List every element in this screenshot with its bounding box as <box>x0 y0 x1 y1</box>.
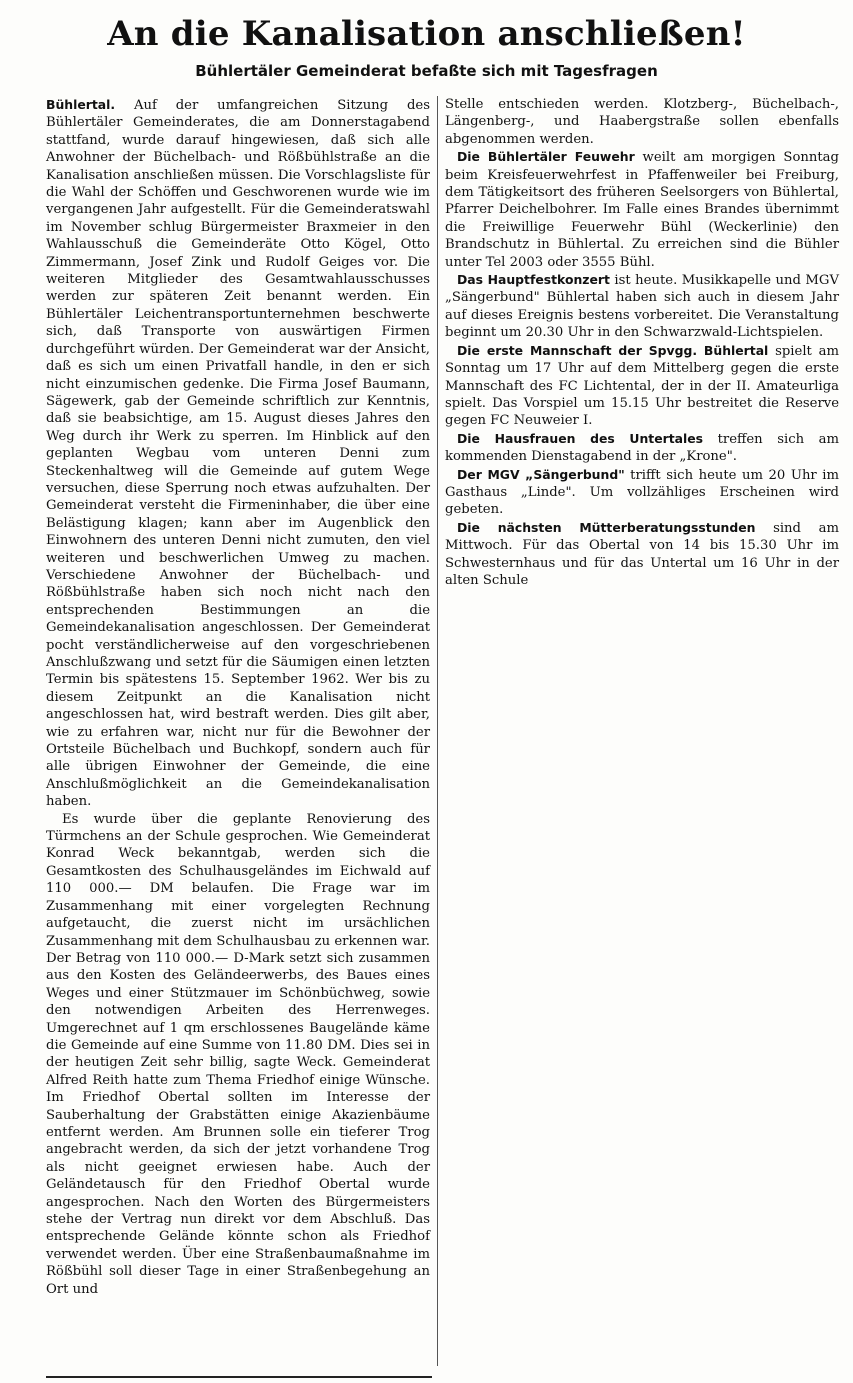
paragraph-lead: Bühlertal. <box>46 97 116 112</box>
news-item-text: treffen sich am kommenden Dienstagabend in der „Krone". <box>445 431 839 465</box>
news-item-text: weilt am morgigen Sonntag beim Kreisfeuerwehrfest in Pfaffenweiler bei Freiburg, dem Tätigkeitsort des früheren Seelsorgers von Bühlertal, Pfarrer Deichelbohrer. Im Falle eines Brandes übernimmt die Freiwillige Feuerwehr Bühl (Weckerlinie) den Brandschutz in Bühlertal. Zu erreichen sind die Bühler unter Tel 2003 oder 3555 Bühl. <box>445 150 839 270</box>
paragraph <box>46 96 430 811</box>
news-item <box>445 342 839 430</box>
news-item <box>445 271 839 342</box>
news-item-text: sind am Mittwoch. Für das Obertal von 14 bis 15.30 Uhr im Schwesternhaus und für das Untertal um 16 Uhr in der alten Schule <box>445 520 839 588</box>
paragraph-text: Stelle entschieden werden. Klotzberg-, Büchelbach-, Längenberg-, und Haabergstraße sollen ebenfalls abgenommen werden. <box>445 97 839 147</box>
news-item-lead: Die Bühlertäler Feuwehr <box>457 149 635 165</box>
news-item <box>445 148 839 271</box>
article-headline: An die Kanalisation anschließen! <box>107 14 746 54</box>
news-item <box>445 519 839 590</box>
article-subheadline: Bühlertäler Gemeinderat befaßte sich mit Tagesfragen <box>195 62 658 80</box>
news-item-lead: Der MGV „Sängerbund" <box>457 466 625 482</box>
news-item-lead: Die erste Mannschaft der Spvgg. Bühlertal <box>457 342 769 358</box>
paragraph-text: Es wurde über die geplante Renovierung des Türmchens an der Schule gesprochen. Wie Gemeinderat Konrad Weck bekanntgab, werden sich die Gesamtkosten des Schulhausgeländes im Eichwald auf 110 000.— DM belaufen. Die Frage war im Zusammenhang mit einer vorgelegten Rechnung aufgetaucht, die zuerst nicht im ursächlichen Zusammenhang mit dem Schulhausbau zu erkennen war. Der Betrag von 110 000.— D-Mark setzt sich zusammen aus den Kosten des Geländeerwerbs, des Baues eines Weges und einer Stützmauer im Schönbüchweg, sowie den notwendigen Arbeiten des Herrenweges. Umgerechnet auf 1 qm erschlossenes Baugelände käme die Gemeinde auf eine Summe von 11.80 DM. Dies sei in der heutigen Zeit sehr billig, sagte Weck. Gemeinderat Alfred Reith hatte zum Thema Friedhof einige Wünsche. Im Friedhof Obertal sollten im Interesse der Sauberhaltung der Grabstätten einige Akazienbäume entfernt werden. Am Brunnen solle ein tieferer Trog angebracht werden, da sich der jetzt vorhandene Trog als nicht geeignet erwiesen habe. Auch der Geländetausch für den Friedhof Obertal wurde angesprochen. Nach den Worten des Bürgermeisters stehe der Vertrag nun direkt vor dem Abschluß. Das entsprechende Gelände könnte schon als Friedhof verwendet werden. Über eine Straßenbaumaßnahme im Rößbühl soll dieser Tage in einer Straßenbegehung an Ort und <box>46 811 430 1297</box>
column-divider <box>437 96 438 1366</box>
news-item <box>445 466 839 519</box>
news-item-text: ist heute. Musikkapelle und MGV „Sängerbund" Bühlertal haben sich auch in diesem Jahr auf dieses Ereignis bestens vorbereitet. Die Veranstaltung beginnt um 20.30 Uhr in den Schwarzwald-Lichtspielen. <box>445 273 839 341</box>
news-item-lead: Die nächsten Mütterberatungsstunden <box>457 519 756 535</box>
news-item <box>445 430 839 466</box>
paragraph <box>46 811 430 1298</box>
paragraph-text: Auf der umfangreichen Sitzung des Bühlertäler Gemeinderates, die am Donnerstagabend stattfand, wurde darauf hingewiesen, daß sich alle Anwohner der Büchelbach- und Rößbühlstraße an die Kanalisation anschließen müssen. Die Vorschlagsliste für die Wahl der Schöffen und Geschworenen wurde wie im vergangenen Jahr aufgestellt. Für die Gemeinderatswahl im November schlug Bürgermeister Braxmeier in den Wahlausschuß die Gemeinderäte Otto Kögel, Otto Zimmermann, Josef Zink und Rudolf Geiges vor. Die weiteren Mitglieder des Gesamtwahlausschusses werden zur späteren Zeit benannt werden. Ein Bühlertäler Leichentransportunternehmen beschwerte sich, daß Transporte von auswärtigen Firmen durchgeführt würden. Der Gemeinderat war der Ansicht, daß es sich um einen Privatfall handle, in den er sich nicht einzumischen gedenke. Die Firma Josef Baumann, Sägewerk, gab der Gemeinde schriftlich zur Kenntnis, daß sie beabsichtige, am 15. August dieses Jahres den Weg durch ihr Werk zu sperren. Im Hinblick auf den geplanten Wegbau vom unteren Denni zum Steckenhaltweg will die Gemeinde auf gutem Wege versuchen, diese Sperrung noch etwas aufzuhalten. Der Gemeinderat versteht die Firmeninhaber, die über eine Belästigung klagen; kann aber im Augenblick den Einwohnern des unteren Denni nicht zumuten, den viel weiteren und beschwerlichen Umweg zu machen. Verschiedene Anwohner der Büchelbach- und Rößbühlstraße haben sich noch nicht nach den entsprechenden Bestimmungen an die Gemeindekanalisation angeschlossen. Der Gemeinderat pocht verständlicherweise auf den vorgeschriebenen Anschlußzwang und setzt für die Säumigen einen letzten Termin bis spätestens 15. September 1962. Wer bis zu diesem Zeitpunkt an die Kanalisation nicht angeschlossen hat, wird bestraft werden. Dies gilt aber, wie zu erfahren war, nicht nur für die Bewohner der Ortsteile Büchelbach und Buchkopf, sondern auch für alle übrigen Einwohner der Gemeinde, die eine Anschlußmöglichkeit an die Gemeindekanalisation haben. <box>46 98 430 810</box>
bottom-rule <box>46 1376 432 1378</box>
news-item-lead: Das Hauptfestkonzert <box>457 272 610 288</box>
news-item-text: trifft sich heute um 20 Uhr im Gasthaus „Linde". Um vollzähliges Erscheinen wird gebeten. <box>445 467 839 518</box>
paragraph <box>445 96 839 148</box>
left-column <box>46 96 430 1298</box>
news-item-lead: Die Hausfrauen des Untertales <box>457 430 704 446</box>
news-item-text: spielt am Sonntag um 17 Uhr auf dem Mittelberg gegen die erste Mannschaft des FC Lichtental, der in der II. Amateurliga spielt. Das Vorspiel um 15.15 Uhr bestreitet die Reserve gegen FC Neuweier I. <box>445 343 839 429</box>
right-column <box>445 96 839 589</box>
